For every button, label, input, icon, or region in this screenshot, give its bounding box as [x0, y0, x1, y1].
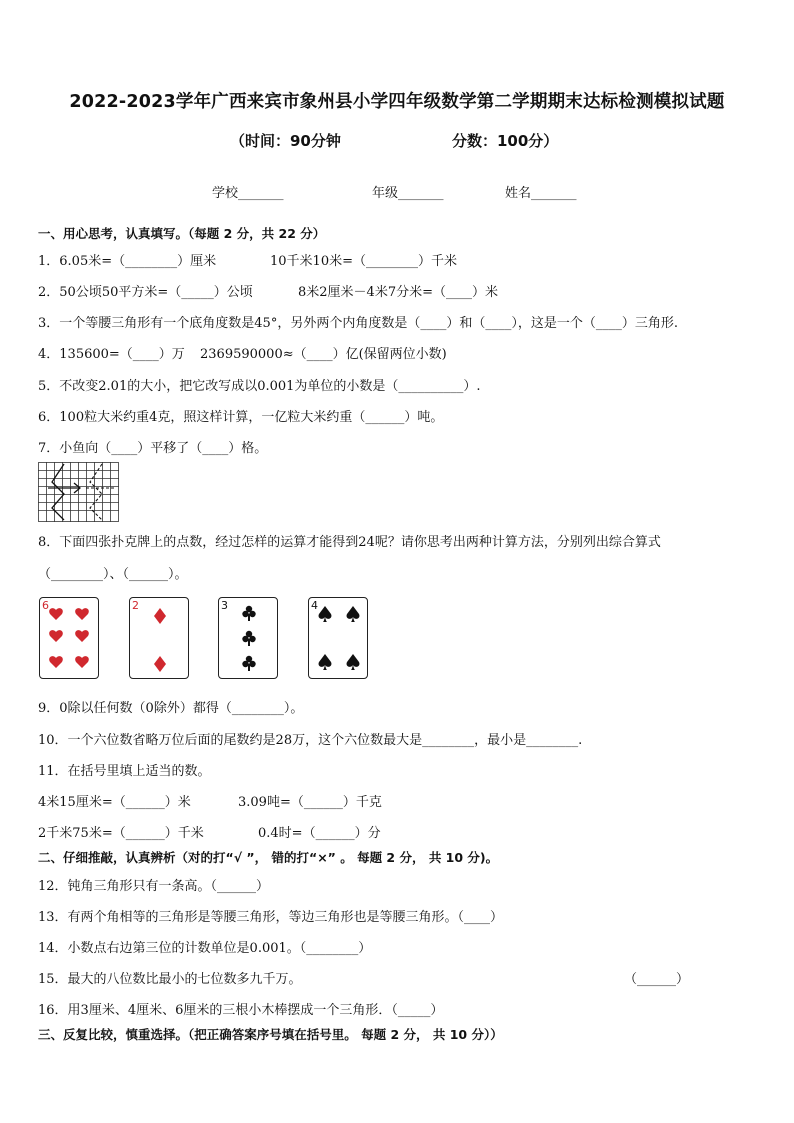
- question-5: 5．不改变2.01的大小，把它改写成以0.001为单位的小数是（__________）.: [38, 379, 481, 394]
- spade-icon: [309, 598, 369, 680]
- question-11c: 2千米75米=（______）千米: [38, 826, 204, 841]
- question-4b: 2369590000≈（____）亿(保留两位小数): [200, 347, 447, 362]
- heart-icon: [40, 598, 100, 680]
- question-11a: 4米15厘米=（______）米: [38, 795, 191, 810]
- question-11d: 0.4时=（______）分: [258, 826, 381, 841]
- question-7: 7．小鱼向（____）平移了（____）格。: [38, 441, 268, 456]
- school-field[interactable]: 学校_______: [212, 186, 284, 201]
- question-1b: 10千米10米=（________）千米: [270, 254, 457, 269]
- question-3: 3．一个等腰三角形有一个底角度数是45°，另外两个内角度数是（____）和（____），这是一个（____）三角形.: [38, 316, 678, 331]
- card-rank: 4: [311, 599, 318, 612]
- playing-card-4-spades: [308, 597, 368, 679]
- question-14: 14．小数点右边第三位的计数单位是0.001。（________）: [38, 941, 372, 956]
- fish-grid-figure: [38, 462, 120, 522]
- question-6: 6．100粒大米约重4克，照这样计算，一亿粒大米约重（______）吨。: [38, 410, 444, 425]
- question-11: 11．在括号里填上适当的数。: [38, 764, 211, 779]
- club-icon: [219, 598, 279, 680]
- page-title: 2022-2023学年广西来宾市象州县小学四年级数学第二学期期末达标检测模拟试题: [69, 92, 725, 112]
- score-info: 分数：100分）: [452, 132, 559, 150]
- grade-field[interactable]: 年级_______: [372, 186, 444, 201]
- question-1a: 1．6.05米=（________）厘米: [38, 254, 217, 269]
- question-10: 10．一个六位数省略万位后面的尾数约是28万，这个六位数最大是________，最小是________.: [38, 733, 583, 748]
- question-13: 13．有两个角相等的三角形是等腰三角形，等边三角形也是等腰三角形。（____）: [38, 910, 504, 925]
- diamond-icon: [130, 598, 190, 680]
- playing-card-2-diamonds: [129, 597, 189, 679]
- question-8-blanks: （________）、（______）。: [38, 567, 188, 582]
- card-rank: 3: [221, 599, 228, 612]
- question-9: 9．0除以任何数（0除外）都得（________）。: [38, 701, 304, 716]
- question-2a: 2．50公顷50平方米=（_____）公顷: [38, 285, 253, 300]
- question-12: 12．钝角三角形只有一条高。（______）: [38, 879, 270, 894]
- question-15-blank: （______）: [624, 972, 690, 987]
- question-4a: 4．135600=（____）万: [38, 347, 185, 362]
- section-2-heading: 二、仔细推敲，认真辨析（对的打“√ ”， 错的打“×” 。 每题 2 分， 共 10 分)。: [38, 850, 499, 865]
- time-info: （时间：90分钟: [230, 132, 341, 150]
- playing-card-3-clubs: [218, 597, 278, 679]
- section-1-heading: 一、用心思考，认真填写。（每题 2 分，共 22 分）: [38, 226, 326, 241]
- card-rank: 6: [42, 599, 49, 612]
- playing-card-6-hearts: [39, 597, 99, 679]
- question-8: 8．下面四张扑克牌上的点数，经过怎样的运算才能得到24呢？请你思考出两种计算方法，分别列出综合算式: [38, 535, 661, 550]
- question-2b: 8米2厘米－4米7分米=（____）米: [298, 285, 498, 300]
- name-field[interactable]: 姓名_______: [505, 186, 577, 201]
- question-16: 16．用3厘米、4厘米、6厘米的三根小木棒摆成一个三角形．（_____）: [38, 1003, 444, 1018]
- question-15: 15．最大的八位数比最小的七位数多九千万。: [38, 972, 302, 987]
- section-3-heading: 三、反复比较，慎重选择。（把正确答案序号填在括号里。 每题 2 分， 共 10 分））: [38, 1027, 503, 1042]
- question-11b: 3.09吨=（______）千克: [238, 795, 382, 810]
- card-rank: 2: [132, 599, 139, 612]
